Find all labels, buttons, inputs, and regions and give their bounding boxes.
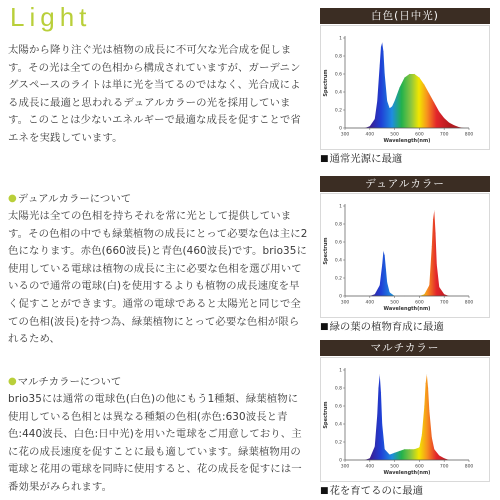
spectrum-panel-white	[320, 8, 490, 166]
panel-caption-label: 花を育てるのに最適	[329, 485, 424, 497]
bullet-dot-icon: ●	[8, 193, 17, 204]
spectrum-point	[427, 374, 428, 375]
spectrum-point	[422, 435, 423, 436]
spectrum-point	[387, 101, 388, 102]
spectrum-chart-svg	[321, 26, 489, 149]
spectrum-point	[439, 455, 440, 456]
spectrum-point	[383, 51, 384, 52]
spectrum-point	[389, 108, 390, 109]
x-tick-label: 400	[365, 300, 375, 306]
spectrum-point	[377, 101, 378, 102]
y-axis-label: Spectrum	[323, 69, 329, 97]
panel-caption-label: 通常光源に最適	[329, 153, 403, 165]
x-tick-label: 600	[415, 300, 424, 306]
x-axis-label: Wavelength(nm)	[383, 138, 431, 144]
spectrum-point	[432, 246, 433, 247]
spectrum-point	[404, 449, 405, 450]
y-tick-label: 0.8	[334, 54, 342, 60]
spectrum-area	[370, 211, 449, 297]
spectrum-point	[449, 122, 450, 123]
spectrum-point	[379, 285, 380, 286]
y-tick-label: 0.8	[334, 386, 342, 392]
spectrum-point	[399, 451, 400, 452]
y-tick-label: 0.8	[334, 222, 342, 228]
spectrum-panel-multi	[320, 340, 490, 498]
spectrum-point	[444, 458, 445, 459]
section-heading-dual-label: デュアルカラーについて	[17, 193, 132, 205]
spectrum-point	[414, 449, 415, 450]
spectrum-chart	[320, 357, 490, 482]
x-tick-label: 700	[439, 464, 449, 470]
y-tick-label: 0.6	[334, 240, 342, 246]
spectrum-point	[434, 103, 435, 104]
spectrum-point	[434, 449, 435, 450]
spectrum-point	[404, 77, 405, 78]
spectrum-point	[370, 458, 371, 459]
x-tick-label: 400	[365, 464, 375, 470]
spectrum-point	[424, 406, 425, 407]
spectrum-point	[377, 415, 378, 416]
section-heading-multi	[8, 375, 121, 389]
spectrum-point	[436, 264, 437, 265]
spectrum-point	[382, 424, 383, 425]
x-tick-label: 700	[439, 132, 449, 138]
spectrum-point	[389, 292, 390, 293]
spectrum-point	[425, 383, 426, 384]
y-tick-label: 0	[339, 294, 342, 300]
spectrum-area	[365, 43, 464, 129]
spectrum-point	[384, 255, 385, 256]
section-heading-multi-label: マルチカラーについて	[17, 376, 122, 388]
intro-paragraph: 太陽から降り注ぐ光は植物の成長に不可欠な光合成を促します。その光は全ての色相から構成されていますが、ガーデニングスペースのライトは単に光を当てるのではなく、光合成による成長に最適と思われるデュアルカラーの光を採用しています。このことは少ないエネルギーで最適な成長を促すことで省エネを実践しています。	[8, 44, 301, 144]
panel-title: 白色(日中光)	[320, 8, 490, 24]
spectrum-area	[365, 375, 449, 461]
spectrum-point	[435, 233, 436, 234]
y-tick-label: 0	[339, 458, 342, 464]
spectrum-point	[414, 74, 415, 75]
spectrum-point	[429, 410, 430, 411]
x-tick-label: 300	[340, 464, 350, 470]
spectrum-point	[379, 65, 380, 66]
spectrum-chart-svg	[321, 358, 489, 481]
spectrum-point	[432, 437, 433, 438]
spectrum-chart	[320, 193, 490, 318]
x-axis-label: Wavelength(nm)	[383, 470, 431, 476]
x-tick-label: 500	[390, 464, 399, 470]
y-tick-label: 1	[339, 36, 342, 42]
y-tick-label: 0.2	[334, 108, 342, 114]
spectrum-point	[409, 449, 410, 450]
spectrum-point	[424, 85, 425, 86]
bullet-dot-icon: ●	[8, 376, 17, 387]
spectrum-point	[374, 294, 375, 295]
spectrum-point	[459, 127, 460, 128]
spectrum-point	[419, 77, 420, 78]
spectrum-point	[424, 294, 425, 295]
multi-color-paragraph: brio35には通常の電球色(白色)の他にもう1種類、緑葉植物に使用している色相とは異なる種類の色相(赤色:630波長と青色:440波長、白色:日中光)を用いた電球をご用意しており、主に花の成長速度を促すことに最も適しています。緑葉植物用の電球と花用の電球を同時に使用すると、花の成長を促すには一番効果がみられます。	[8, 393, 302, 493]
spectrum-point	[384, 74, 385, 75]
x-tick-label: 500	[390, 132, 399, 138]
spectrum-point	[392, 106, 393, 107]
spectrum-point	[394, 101, 395, 102]
spectrum-point	[444, 118, 445, 119]
y-tick-label: 1	[339, 204, 342, 210]
black-square-icon: ■	[320, 486, 329, 496]
y-tick-label: 0.4	[334, 422, 342, 428]
spectrum-point	[370, 126, 371, 127]
spectrum-chart	[320, 25, 490, 150]
page-title: Light	[10, 2, 92, 32]
spectrum-point	[434, 210, 435, 211]
black-square-icon: ■	[320, 154, 329, 164]
spectrum-point	[428, 388, 429, 389]
spectrum-point	[454, 125, 455, 126]
panel-caption	[320, 152, 490, 166]
spectrum-point	[386, 269, 387, 270]
x-tick-label: 300	[340, 300, 350, 306]
y-tick-label: 0.2	[334, 276, 342, 282]
spectrum-point	[374, 119, 375, 120]
y-tick-label: 0.2	[334, 440, 342, 446]
spectrum-point	[409, 74, 410, 75]
spectrum-point	[381, 392, 382, 393]
black-square-icon: ■	[320, 322, 329, 332]
y-tick-label: 0	[339, 126, 342, 132]
spectrum-point	[383, 251, 384, 252]
spectrum-point	[419, 447, 420, 448]
x-tick-label: 400	[365, 132, 375, 138]
spectrum-point	[429, 285, 430, 286]
spectrum-point	[433, 219, 434, 220]
spectrum-point	[439, 112, 440, 113]
y-tick-label: 1	[339, 368, 342, 374]
spectrum-point	[389, 454, 390, 455]
spectrum-point	[439, 287, 440, 288]
spectrum-point	[381, 47, 382, 48]
spectrum-point	[387, 282, 388, 283]
spectrum-point	[429, 94, 430, 95]
panel-title: デュアルカラー	[320, 176, 490, 192]
dual-color-paragraph: 太陽光は全ての色相を持ちそれを常に光として提供しています。その色相の中でも緑葉植物の成長にとって必要な色は主に2色になります。赤色(660波長)と青色(460波長)です。brio35に使用している電球は植物の成長に主に必要な色相を選び用いているので通常の電球(白)を使用するよりも植物の成長速度を早く促すことができます。通常の電球であると太陽光と同じで全ての色相(波長)を持つ為、緑葉植物にとって必要な色相が限られるため、	[8, 210, 308, 346]
x-tick-label: 700	[439, 300, 449, 306]
y-tick-label: 0.6	[334, 72, 342, 78]
spectrum-chart-svg	[321, 194, 489, 317]
y-tick-label: 0.4	[334, 258, 342, 264]
panel-caption	[320, 484, 490, 498]
spectrum-point	[379, 374, 380, 375]
spectrum-point	[444, 294, 445, 295]
spectrum-point	[384, 449, 385, 450]
y-tick-label: 0.4	[334, 90, 342, 96]
panel-caption-label: 緑の葉の植物育成に最適	[329, 321, 444, 333]
spectrum-point	[378, 388, 379, 389]
spectrum-point	[382, 42, 383, 43]
y-tick-label: 0.6	[334, 404, 342, 410]
panel-title: マルチカラー	[320, 340, 490, 356]
x-tick-label: 800	[464, 132, 474, 138]
x-axis-label: Wavelength(nm)	[383, 306, 431, 312]
spectrum-point	[374, 446, 375, 447]
x-tick-label: 600	[415, 132, 424, 138]
x-tick-label: 500	[390, 300, 399, 306]
spectrum-point	[399, 87, 400, 88]
x-tick-label: 600	[415, 464, 424, 470]
x-tick-label: 300	[340, 132, 350, 138]
x-tick-label: 800	[464, 300, 474, 306]
spectrum-point	[394, 453, 395, 454]
spectrum-panel-dual	[320, 176, 490, 334]
panel-caption	[320, 320, 490, 334]
y-axis-label: Spectrum	[323, 401, 329, 429]
spectrum-point	[382, 264, 383, 265]
x-tick-label: 800	[464, 464, 474, 470]
section-heading-dual	[8, 192, 131, 206]
y-axis-label: Spectrum	[323, 237, 329, 265]
